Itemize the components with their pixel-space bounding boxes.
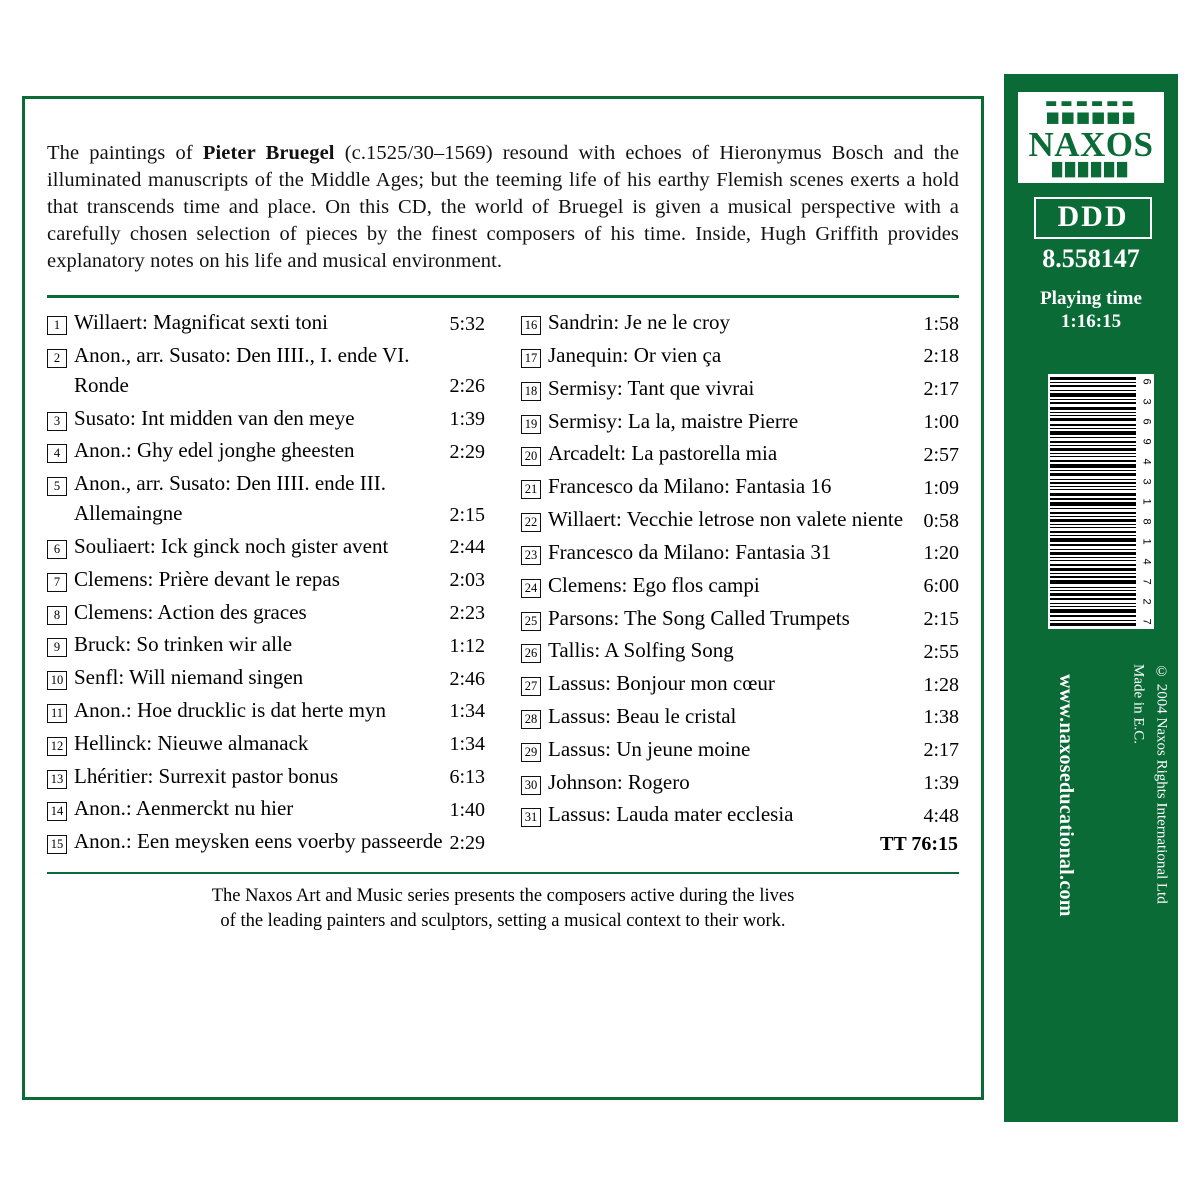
barcode-bar — [1050, 587, 1136, 588]
barcode-bar — [1050, 448, 1136, 451]
barcode-bar — [1050, 606, 1136, 607]
barcode-digit: 4 — [1140, 558, 1153, 565]
track-title: Arcadelt: La pastorella mia — [548, 441, 778, 466]
spine-panel — [1004, 74, 1193, 1122]
barcode-bar — [1050, 431, 1136, 435]
barcode-digit: 8 — [1140, 518, 1153, 525]
barcode-digit: 6 — [1140, 418, 1153, 425]
track-duration: 1:28 — [923, 673, 959, 696]
track-number: 4 — [47, 444, 67, 463]
track-number: 6 — [47, 540, 67, 559]
barcode-bar — [1050, 573, 1136, 574]
track-column-left — [47, 308, 489, 860]
barcode-bar — [1050, 493, 1136, 496]
track-row[interactable] — [47, 341, 485, 401]
track-number: 21 — [521, 480, 541, 499]
track-duration: 2:17 — [923, 378, 959, 401]
barcode-digit: 2 — [1140, 598, 1153, 605]
rights-line-1: Ⓟ 2004 Naxos Rights International Ltd — [1176, 664, 1193, 903]
barcode-bar — [1050, 598, 1136, 600]
track-duration: 1:09 — [923, 476, 959, 499]
playing-time-label: Playing time — [1040, 288, 1142, 309]
track-number: 11 — [47, 704, 67, 723]
barcode-bar — [1050, 502, 1136, 506]
track-title: Lassus: Un jeune moine — [548, 736, 751, 761]
barcode-bar — [1050, 527, 1136, 528]
track-duration: 0:58 — [923, 509, 959, 532]
track-duration: 1:00 — [923, 411, 959, 434]
series-note-line-1: The Naxos Art and Music series presents the composers active during the lives — [211, 886, 795, 907]
barcode-bar — [1050, 415, 1136, 416]
blurb-before-bold: The paintings of — [47, 141, 203, 164]
barcode-bar — [1050, 482, 1136, 484]
track-row[interactable] — [521, 341, 959, 371]
track-title: Souliaert: Ick ginck noch gister avent — [74, 533, 389, 558]
naxos-logo — [1018, 92, 1164, 183]
track-row[interactable] — [47, 630, 485, 660]
barcode-bar — [1050, 560, 1136, 561]
barcode-digit: 7 — [1140, 618, 1153, 625]
track-row[interactable] — [47, 696, 485, 726]
track-title: Anon., arr. Susato: Den IIII., I. ende VI. Ronde — [74, 343, 410, 397]
barcode-bar — [1050, 590, 1136, 591]
track-number: 22 — [521, 513, 541, 532]
track-title: Clemens: Prière devant le repas — [74, 566, 340, 591]
barcode-digits — [1138, 374, 1154, 629]
barcode-bar — [1050, 564, 1136, 566]
barcode-bar — [1050, 453, 1136, 454]
barcode-digit: 6 — [1140, 378, 1153, 385]
track-title: Anon.: Ghy edel jonghe gheesten — [74, 438, 355, 463]
track-title: Hellinck: Nieuwe almanack — [74, 730, 309, 755]
logo-columns-top-icon: ▬▬▬▬▬▬ — [1045, 96, 1137, 111]
barcode-digit: 3 — [1140, 398, 1153, 405]
barcode-bar — [1050, 393, 1136, 397]
track-duration: 1:38 — [923, 706, 959, 729]
track-row[interactable] — [47, 532, 485, 562]
track-duration: 2:03 — [449, 569, 485, 592]
barcode-bar — [1050, 399, 1136, 400]
track-duration: 2:15 — [923, 607, 959, 630]
track-title: Sandrin: Je ne le croy — [548, 310, 730, 335]
track-title: Lassus: Bonjour mon cœur — [548, 671, 775, 696]
track-row[interactable] — [521, 407, 959, 437]
barcode-bar — [1050, 437, 1136, 438]
barcode — [1048, 374, 1154, 629]
track-row[interactable] — [521, 571, 959, 601]
track-title: Francesco da Milano: Fantasia 16 — [548, 474, 832, 499]
track-row[interactable] — [521, 604, 959, 634]
track-title: Francesco da Milano: Fantasia 31 — [548, 539, 832, 564]
track-title: Senfl: Will niemand singen — [74, 665, 304, 690]
barcode-bar — [1050, 524, 1136, 525]
barcode-bar — [1050, 552, 1136, 555]
track-duration: 1:20 — [923, 542, 959, 565]
barcode-bar — [1050, 603, 1136, 604]
track-row[interactable] — [47, 436, 485, 466]
catalog-number: 8.558147 — [1042, 244, 1140, 273]
track-number: 28 — [521, 710, 541, 729]
barcode-bar — [1050, 428, 1136, 429]
barcode-bar — [1050, 402, 1136, 404]
track-row[interactable] — [521, 538, 959, 568]
playing-time — [1004, 287, 1178, 333]
track-title: Anon., arr. Susato: Den IIII. ende III. Allemaingne — [74, 471, 386, 526]
track-number: 8 — [47, 606, 67, 625]
track-title: Bruck: So trinken wir alle — [74, 632, 293, 657]
track-row[interactable] — [47, 404, 485, 434]
barcode-bar — [1050, 486, 1136, 487]
track-title: Clemens: Ego flos campi — [548, 572, 760, 597]
track-number: 17 — [521, 349, 541, 368]
track-number: 14 — [47, 802, 67, 821]
track-title: Willaert: Vecchie letrose non valete niente — [548, 507, 904, 532]
barcode-digit: 1 — [1140, 498, 1153, 505]
track-duration: 2:23 — [449, 601, 485, 624]
track-row[interactable] — [521, 472, 959, 502]
track-duration: 2:55 — [923, 640, 959, 663]
track-number: 2 — [47, 349, 67, 368]
barcode-digit: 9 — [1140, 438, 1153, 445]
barcode-bar — [1050, 576, 1136, 578]
ddd-badge: DDD — [1034, 197, 1152, 239]
track-row[interactable] — [47, 663, 485, 693]
track-title: Sermisy: Tant que vivrai — [548, 375, 755, 400]
artist-name: Pieter Bruegel — [202, 141, 335, 164]
barcode-digit: 7 — [1140, 578, 1153, 585]
track-number: 27 — [521, 677, 541, 696]
track-row[interactable] — [521, 768, 959, 798]
blurb-after-bold: (c.1525/30–1569) resound with echoes of Hieronymus Bosch and the illuminated manuscripts of the Middle Ages; but the teeming life of his earthy Flemish scenes exerts a hold that transcends time and place. On this CD, the world of Bruegel is given a musical perspective with a carefully chosen selection of pieces by the finest composers of his time. Inside, Hugh Griffith provides explanatory notes on his life and musical environment. — [47, 141, 960, 272]
barcode-bar — [1050, 385, 1136, 387]
barcode-bar — [1050, 512, 1136, 514]
track-number: 31 — [521, 808, 541, 827]
barcode-bar — [1050, 407, 1136, 410]
track-title: Tallis: A Solfing Song — [548, 638, 734, 663]
track-duration: 2:18 — [923, 345, 959, 368]
track-title: Lassus: Lauda mater ecclesia — [548, 802, 794, 827]
barcode-bar — [1050, 609, 1136, 613]
barcode-bar — [1050, 535, 1136, 536]
barcode-bar — [1050, 479, 1136, 480]
track-number: 20 — [521, 447, 541, 466]
track-duration: 5:32 — [449, 312, 485, 335]
track-number: 7 — [47, 573, 67, 592]
track-number: 23 — [521, 546, 541, 565]
track-title: Anon.: Aenmerckt nu hier — [74, 796, 294, 821]
barcode-bar — [1050, 418, 1136, 421]
barcode-bar — [1050, 549, 1136, 550]
track-title: Willaert: Magnificat sexti toni — [74, 310, 328, 335]
series-note — [47, 884, 959, 934]
barcode-digit: 1 — [1140, 538, 1153, 545]
barcode-bar — [1050, 456, 1136, 457]
track-row[interactable] — [47, 469, 485, 529]
track-duration: 1:39 — [449, 408, 485, 431]
barcode-bar — [1050, 460, 1136, 462]
track-number: 1 — [47, 316, 67, 335]
track-row[interactable] — [521, 800, 959, 830]
track-row[interactable] — [47, 729, 485, 759]
barcode-digit: 4 — [1140, 458, 1153, 465]
track-duration: 1:34 — [449, 700, 485, 723]
barcode-bar — [1050, 445, 1136, 446]
track-duration: 1:34 — [449, 733, 485, 756]
divider-bottom — [47, 872, 959, 874]
barcode-bar — [1050, 568, 1136, 571]
barcode-bar — [1050, 377, 1136, 380]
logo-columns-bottom-icon: ██████ — [1052, 162, 1130, 178]
track-number: 29 — [521, 743, 541, 762]
track-row[interactable] — [47, 827, 485, 857]
track-duration: 6:00 — [923, 575, 959, 598]
barcode-bar — [1050, 593, 1136, 596]
track-duration: 1:39 — [923, 772, 959, 795]
barcode-bar — [1050, 498, 1136, 500]
barcode-bar — [1050, 412, 1136, 413]
track-row[interactable] — [521, 702, 959, 732]
barcode-bar — [1050, 620, 1136, 621]
barcode-bar — [1050, 508, 1136, 509]
track-row[interactable] — [521, 439, 959, 469]
track-duration: 1:40 — [449, 798, 485, 821]
track-number: 10 — [47, 671, 67, 690]
track-row[interactable] — [47, 598, 485, 628]
logo-columns-icon: ■■■■■■ — [1045, 108, 1137, 126]
track-duration: 2:46 — [449, 667, 485, 690]
track-row[interactable] — [521, 374, 959, 404]
barcode-bar — [1050, 464, 1136, 468]
barcode-bar — [1050, 382, 1136, 383]
track-number: 18 — [521, 382, 541, 401]
track-number: 5 — [47, 477, 67, 496]
barcode-bar — [1050, 470, 1136, 471]
series-note-line-2: of the leading painters and sculptors, setting a musical context to their work. — [220, 911, 786, 932]
track-title: Johnson: Rogero — [548, 769, 690, 794]
track-duration: 2:44 — [449, 536, 485, 559]
rights-line-3: Made in E.C. — [1130, 664, 1147, 744]
barcode-bar — [1050, 424, 1136, 426]
track-number: 15 — [47, 835, 67, 854]
barcode-bar — [1050, 516, 1136, 517]
rights-text — [1126, 664, 1196, 904]
track-title: Lassus: Beau le cristal — [548, 703, 737, 728]
track-title: Anon.: Een meysken eens voerby passeerde — [74, 829, 443, 854]
track-number: 24 — [521, 579, 541, 598]
track-column-right — [503, 308, 959, 860]
track-number: 13 — [47, 770, 67, 789]
description-paragraph — [47, 140, 959, 275]
track-row[interactable] — [47, 565, 485, 595]
track-number: 19 — [521, 415, 541, 434]
barcode-bar — [1050, 557, 1136, 558]
track-number: 25 — [521, 612, 541, 631]
track-title: Janequin: Or vien ça — [548, 343, 722, 368]
track-number: 9 — [47, 638, 67, 657]
track-title: Anon.: Hoe drucklic is dat herte myn — [74, 697, 387, 722]
track-row[interactable] — [521, 669, 959, 699]
track-duration: 2:29 — [449, 831, 485, 854]
barcode-bar — [1050, 580, 1136, 584]
track-title: Sermisy: La la, maistre Pierre — [548, 408, 799, 433]
barcode-bar — [1050, 473, 1136, 476]
track-title: Susato: Int midden van den meye — [74, 405, 355, 430]
barcode-bar — [1050, 441, 1136, 443]
track-duration: 2:29 — [449, 440, 485, 463]
track-row[interactable] — [521, 505, 959, 535]
track-duration: 2:15 — [449, 503, 485, 526]
track-duration: 2:17 — [923, 739, 959, 762]
barcode-bars-icon — [1048, 374, 1138, 629]
track-title: Parsons: The Song Called Trumpets — [548, 605, 850, 630]
track-duration: 1:58 — [923, 312, 959, 335]
naxos-wordmark: NAXOS — [1028, 124, 1154, 164]
track-duration: 6:13 — [449, 766, 485, 789]
track-number: 16 — [521, 316, 541, 335]
track-number: 26 — [521, 644, 541, 663]
website-url[interactable]: www.naxoseducational.com — [1055, 674, 1077, 917]
barcode-bar — [1050, 623, 1136, 626]
rights-line-2: © 2004 Naxos Rights International Ltd — [1153, 664, 1170, 904]
track-number: 3 — [47, 412, 67, 431]
track-row[interactable] — [521, 308, 959, 338]
track-number: 30 — [521, 776, 541, 795]
track-row[interactable] — [47, 308, 485, 338]
track-row[interactable] — [47, 794, 485, 824]
track-duration: 2:57 — [923, 443, 959, 466]
barcode-bar — [1050, 531, 1136, 533]
track-row[interactable] — [521, 636, 959, 666]
track-duration: 2:26 — [449, 375, 485, 398]
barcode-bar — [1050, 489, 1136, 490]
playing-time-value: 1:16:15 — [1060, 311, 1122, 333]
track-number: 12 — [47, 737, 67, 756]
barcode-bar — [1050, 538, 1136, 542]
track-row[interactable] — [521, 735, 959, 765]
track-title: Clemens: Action des graces — [74, 599, 307, 624]
barcode-bar — [1050, 390, 1136, 391]
track-title: Lhéritier: Surrexit pastor bonus — [74, 763, 339, 788]
track-listing — [47, 308, 959, 860]
track-duration: 4:48 — [923, 804, 959, 827]
barcode-bar — [1050, 519, 1136, 522]
main-panel — [22, 96, 984, 1100]
track-duration: 1:12 — [449, 634, 485, 657]
track-row[interactable] — [47, 762, 485, 792]
total-time: TT 76:15 — [880, 833, 958, 856]
barcode-bar — [1050, 615, 1136, 617]
barcode-bar — [1050, 544, 1136, 546]
barcode-digit: 3 — [1140, 478, 1153, 485]
divider-top — [47, 295, 959, 298]
